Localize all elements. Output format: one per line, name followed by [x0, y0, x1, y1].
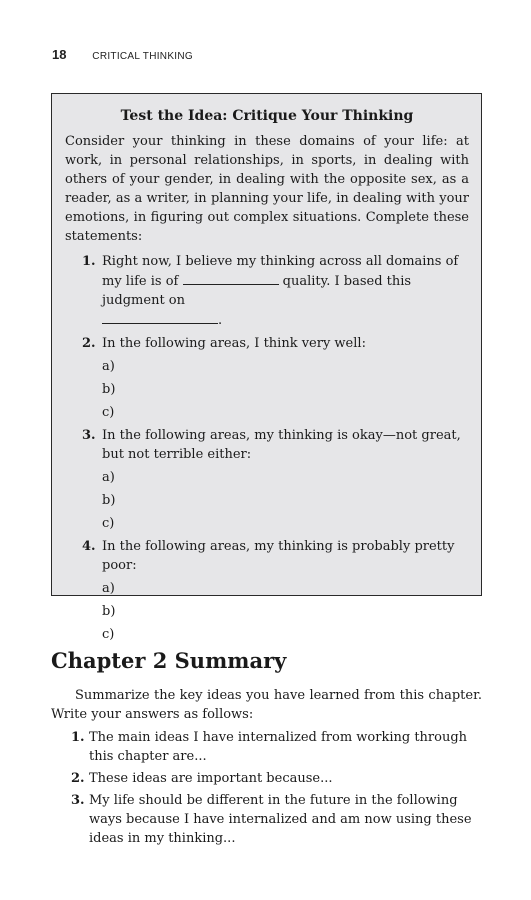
- summary-item-text: My life should be different in the future in the following ways because I have internalized and am now using these ideas in my thinking...: [89, 793, 472, 846]
- answer-label: a): [102, 581, 115, 596]
- question-number: 1.: [82, 254, 96, 269]
- summary-intro: Summarize the key ideas you have learned from this chapter. Write your answers as follows:: [51, 688, 482, 722]
- fill-in-blank: [183, 271, 279, 285]
- question-text: In the following areas, my thinking is probably pretty poor:: [102, 539, 455, 573]
- question-number: 4.: [82, 539, 96, 554]
- chapter-summary: [51, 686, 482, 848]
- summary-item-text: These ideas are important because...: [89, 771, 333, 786]
- summary-item-number: 3.: [71, 793, 85, 808]
- question-end-punctuation: .: [218, 313, 223, 328]
- page-number: 18: [52, 47, 67, 62]
- answer-label: a): [102, 470, 115, 485]
- question-number: 2.: [82, 336, 96, 351]
- fill-in-blank: [102, 310, 218, 324]
- answer-label: b): [102, 604, 116, 619]
- exercise-box: [51, 93, 482, 642]
- question-text-continued: quality. I based this judgment on: [102, 274, 412, 308]
- question-4: [65, 537, 469, 575]
- question-text: In the following areas, I think very well:: [102, 336, 366, 351]
- book-title: CRITICAL THINKING: [92, 51, 193, 62]
- exercise-title: Test the Idea: Critique Your Thinking: [120, 108, 414, 124]
- running-head: [52, 47, 193, 62]
- summary-item-number: 2.: [71, 771, 85, 786]
- answer-label: c): [102, 516, 115, 531]
- question-text: Right now, I believe my thinking across all domains of my life is of: [102, 254, 459, 289]
- summary-item: [51, 728, 482, 766]
- answer-label: c): [102, 405, 115, 420]
- question-text: In the following areas, my thinking is okay—not great, but not terrible either:: [102, 428, 461, 462]
- question-1: [65, 252, 469, 330]
- answer-label: b): [102, 493, 116, 508]
- answer-label: c): [102, 627, 115, 642]
- summary-item: [51, 769, 482, 788]
- question-number: 3.: [82, 428, 96, 443]
- answer-label: b): [102, 382, 116, 397]
- chapter-summary-heading: Chapter 2 Summary: [51, 648, 287, 673]
- summary-item-text: The main ideas I have internalized from working through this chapter are...: [89, 730, 468, 764]
- question-3: [65, 426, 469, 464]
- exercise-intro: Consider your thinking in these domains of your life: at work, in personal relationships, in sports, in dealing with others of your gender, in dealing with the opposite sex, as a reader, as a writer, in planning your life, in dealing with your emotions, in figuring out complex situations. Complete these statements:: [65, 134, 469, 244]
- summary-item-number: 1.: [71, 730, 85, 745]
- question-2: [65, 334, 469, 353]
- answer-label: a): [102, 359, 115, 374]
- summary-item: [51, 791, 482, 848]
